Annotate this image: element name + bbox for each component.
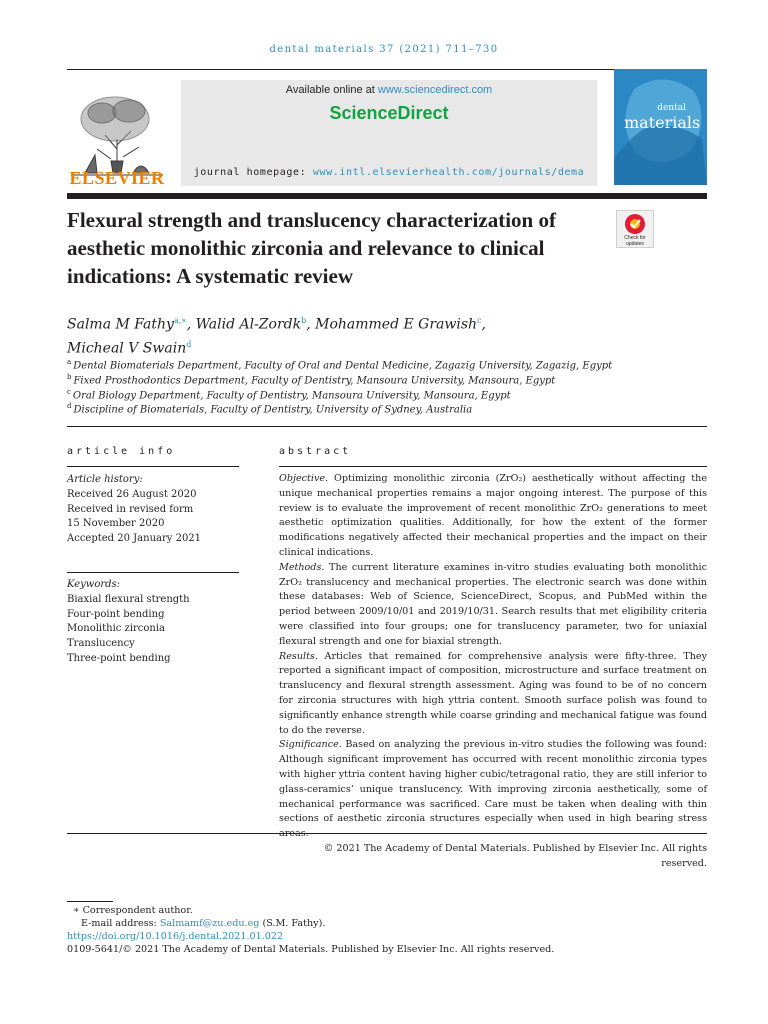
correspondence-note — [67, 904, 707, 917]
affiliation — [67, 388, 707, 401]
elsevier-wordmark: ELSEVIER — [69, 168, 165, 188]
affiliation-text: Dental Biomaterials Department, Faculty of Oral and Dental Medicine, Zagazig University, Zagazig, Egypt — [73, 360, 613, 372]
author-sup[interactable]: d — [186, 339, 192, 349]
author-list — [67, 311, 707, 358]
abstract-label: Significance. — [279, 739, 342, 751]
author-sup[interactable]: c — [477, 316, 482, 325]
abstract-paragraph — [279, 650, 707, 739]
keyword-item: Monolithic zirconia — [67, 623, 166, 635]
corr-text: Correspondent author. — [82, 905, 193, 916]
header-bottom-rule — [67, 193, 707, 199]
abstract-text: Articles that remained for comprehensive analysis were fifty-three. They reported a significant impact of composition, microstructure and surface treatment on translucency and flexural strength assessment. Aging was found to be of no concern for zirconia structures with high yttria content. Smooth surface polish was found to significantly enhance strength while coarse grinding and mechanical fatigue was found to do the reverse. — [279, 650, 707, 736]
journal-cover — [614, 69, 707, 185]
affiliation-text: Oral Biology Department, Faculty of Dentistry, Mansoura University, Mansoura, Egypt — [72, 390, 511, 402]
history-label: Article history: — [67, 474, 143, 485]
available-prefix: Available online at — [285, 84, 378, 96]
author-sup[interactable]: a,∗ — [173, 316, 187, 325]
affiliation — [67, 402, 707, 415]
article-history — [67, 473, 239, 547]
author-sep: , — [481, 316, 486, 333]
abstract-label: Methods. — [279, 561, 325, 573]
cover-title-small: dental — [657, 103, 686, 113]
email-link[interactable]: Salmamf@zu.edu.eg — [159, 918, 260, 929]
keyword-item: Biaxial flexural strength — [67, 593, 190, 605]
journal-homepage-line — [181, 167, 597, 178]
affiliation-sup: c — [67, 388, 71, 396]
affiliation-sup: b — [67, 373, 72, 381]
abstract-rule — [279, 466, 707, 467]
header-top-rule — [67, 69, 707, 70]
abstract-paragraph — [279, 738, 707, 842]
affiliation-text: Discipline of Biomaterials, Faculty of Dentistry, University of Sydney, Australia — [73, 404, 473, 416]
keywords-label: Keywords: — [67, 579, 121, 590]
affiliation-sup: a — [67, 358, 72, 366]
affiliation — [67, 358, 707, 371]
abstract-label: Results. — [279, 650, 318, 662]
author-sep: , — [186, 316, 196, 333]
keyword-item: Four-point bending — [67, 608, 165, 620]
affiliation-text: Fixed Prosthodontics Department, Faculty of Dentistry, Mansoura University, Mansoura, Egypt — [73, 375, 556, 387]
abstract-end-rule — [67, 833, 707, 834]
sciencedirect-logo: ScienceDirect — [329, 103, 449, 123]
abstract-heading: abstract — [279, 446, 352, 457]
issn-line: 0109-5641/© 2021 The Academy of Dental Materials. Published by Elsevier Inc. All rights reserved. — [67, 944, 555, 955]
abstract-paragraph — [279, 561, 707, 650]
homepage-prefix: journal homepage: — [193, 167, 313, 178]
keywords — [67, 578, 239, 667]
crossmark-label: Check for updates — [624, 235, 646, 247]
affiliation-sup: d — [67, 402, 72, 410]
abstract-text: Optimizing monolithic zirconia (ZrO₂) aesthetically without affecting the unique mechanical properties remains a major ongoing interest. The purpose of this review is to evaluate the improvement of recent monolithic ZrO₂ generations to meet aesthetic optimization qualities. Additionally, for how the extent of the former modifications negatively affected their mechanical properties and the impact on their clinical indications. — [279, 473, 707, 558]
available-online-line — [181, 84, 597, 96]
cover-title-big: materials — [624, 113, 701, 132]
email-suffix: (S.M. Fathy). — [259, 918, 326, 929]
abstract-copyright: © 2021 The Academy of Dental Materials. Published by Elsevier Inc. All rights reserved. — [323, 842, 707, 869]
history-item: Received in revised form — [67, 503, 194, 515]
running-head: dental materials 37 (2021) 711–730 — [269, 44, 499, 55]
article-title: Flexural strength and translucency characterization of aesthetic monolithic zirconia and relevance to clinical indications: A systematic review — [67, 208, 556, 288]
crossmark-icon — [617, 212, 653, 236]
author-sup[interactable]: b — [301, 316, 307, 325]
author-name: Mohammed E Grawish — [315, 316, 478, 333]
email-note — [67, 917, 707, 930]
author-sep: , — [306, 316, 316, 333]
email-label: E-mail address: — [81, 918, 160, 929]
section-divider — [67, 426, 707, 427]
abstract-label: Objective. — [279, 473, 329, 484]
footnote-rule — [67, 901, 113, 902]
author-name: Salma M Fathy — [67, 316, 174, 333]
check-for-updates-button[interactable] — [616, 210, 654, 248]
author-name: Walid Al-Zordk — [195, 316, 302, 333]
doi-line — [67, 930, 707, 943]
keywords-rule — [67, 572, 239, 573]
corr-mark: ∗ — [73, 905, 80, 916]
article-info-heading: article info — [67, 446, 176, 457]
abstract-body — [279, 472, 707, 872]
keyword-item: Three-point bending — [67, 652, 171, 664]
abstract-paragraph — [279, 472, 707, 561]
history-item: 15 November 2020 — [67, 518, 165, 530]
abstract-text: The current literature examines in-vitro studies evaluating both monolithic ZrO₂ translucency and mechanical properties. The electronic search was done within these databases: Web of Science, ScienceDirect, Scopus, and PubMed within the period between 2009/10/01 and 2019/10/31. Search results that met eligibility criteria were classified into four groups; one for translucency parameter, two for uniaxial flexural strength and one for biaxial strength. — [279, 561, 707, 647]
article-info-rule — [67, 466, 239, 467]
sciencedirect-link[interactable]: www.sciencedirect.com — [377, 84, 493, 96]
history-item: Accepted 20 January 2021 — [67, 533, 202, 545]
affiliation — [67, 373, 707, 386]
keyword-item: Translucency — [67, 638, 135, 650]
journal-homepage-link[interactable]: www.intl.elsevierhealth.com/journals/dema — [312, 167, 585, 178]
abstract-text: Based on analyzing the previous in-vitro studies the following was found: Although significant improvement has occurred with recent monolithic zirconia types with higher yttria content having higher cubic/tetragonal ratio, they are still inferior to glass-ceramics’ unique translucency. With improving zirconia aesthetically, some of mechanical performance was sacrificed. Care must be taken when dealing with thin sections of aesthetic zirconia structures especially when used in high bearing stress — [279, 739, 707, 825]
doi-link[interactable]: https://doi.org/10.1016/j.dental.2021.01.022 — [67, 931, 284, 942]
author-name: Micheal V Swain — [67, 340, 187, 357]
history-item: Received 26 August 2020 — [67, 488, 197, 500]
cover-title — [624, 103, 700, 132]
